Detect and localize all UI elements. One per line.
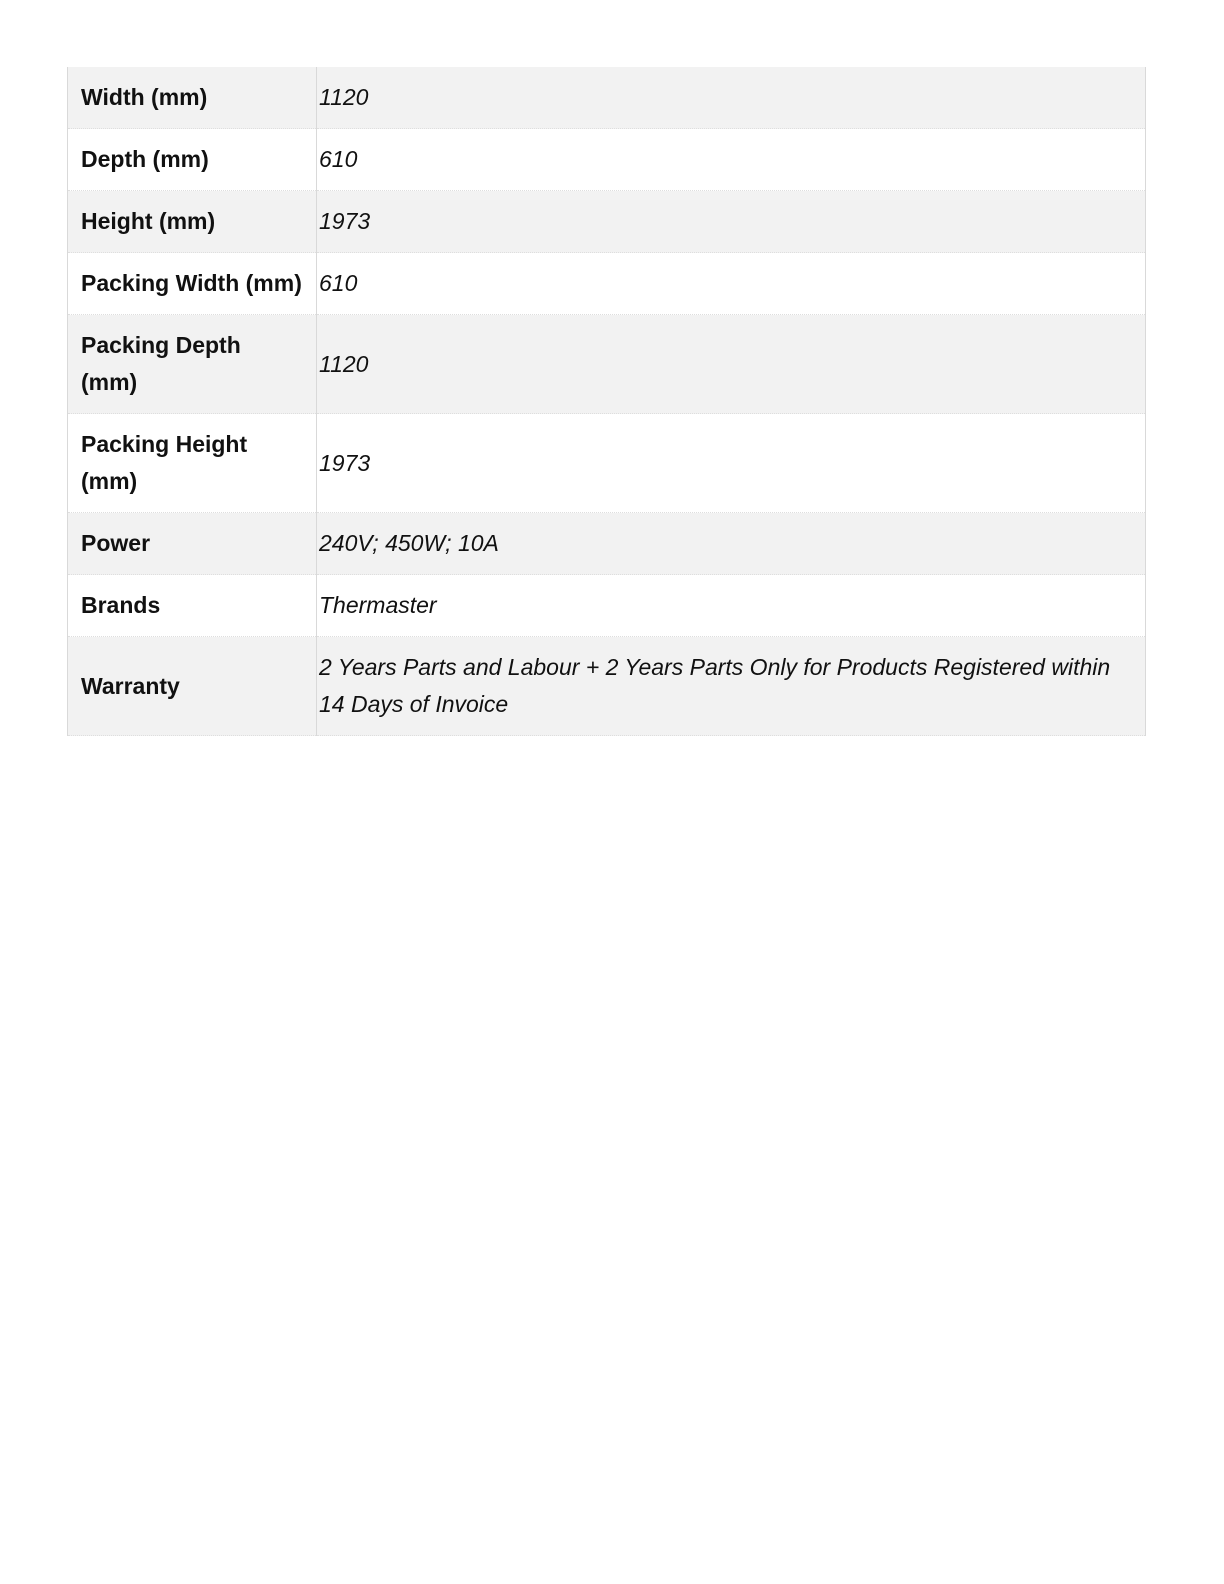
spec-row-brands: [68, 575, 1146, 637]
spec-value: 1973: [319, 449, 371, 476]
spec-label: Warranty: [68, 637, 317, 736]
spec-value: 610: [319, 270, 358, 296]
spec-value: Thermaster: [319, 592, 437, 618]
spec-label: Height (mm): [68, 191, 317, 253]
spec-value: 1120: [319, 84, 369, 110]
spec-row-width: [68, 67, 1146, 129]
spec-label: Power: [68, 513, 317, 575]
spec-value: 240V; 450W; 10A: [319, 530, 499, 556]
spec-label: Brands: [68, 575, 317, 637]
spec-value: 2 Years Parts and Labour + 2 Years Parts Only for Products Registered within 14 Days of Invoice: [319, 654, 1111, 717]
spec-row-packing-width: [68, 253, 1146, 315]
spec-row-packing-height: [68, 414, 1146, 513]
spec-label: Packing Depth (mm): [68, 315, 317, 414]
spec-row-depth: [68, 129, 1146, 191]
spec-label: Width (mm): [68, 67, 317, 129]
product-spec-table: [67, 67, 1146, 736]
spec-row-power: [68, 513, 1146, 575]
spec-label: Depth (mm): [68, 129, 317, 191]
spec-label: Packing Width (mm): [68, 253, 317, 315]
spec-value: 1120: [319, 350, 369, 377]
spec-value: 1973: [319, 208, 371, 234]
spec-row-packing-depth: [68, 315, 1146, 414]
spec-value: 610: [319, 146, 358, 172]
spec-row-height: [68, 191, 1146, 253]
spec-label: Packing Height (mm): [68, 414, 317, 513]
spec-row-warranty: [68, 637, 1146, 736]
